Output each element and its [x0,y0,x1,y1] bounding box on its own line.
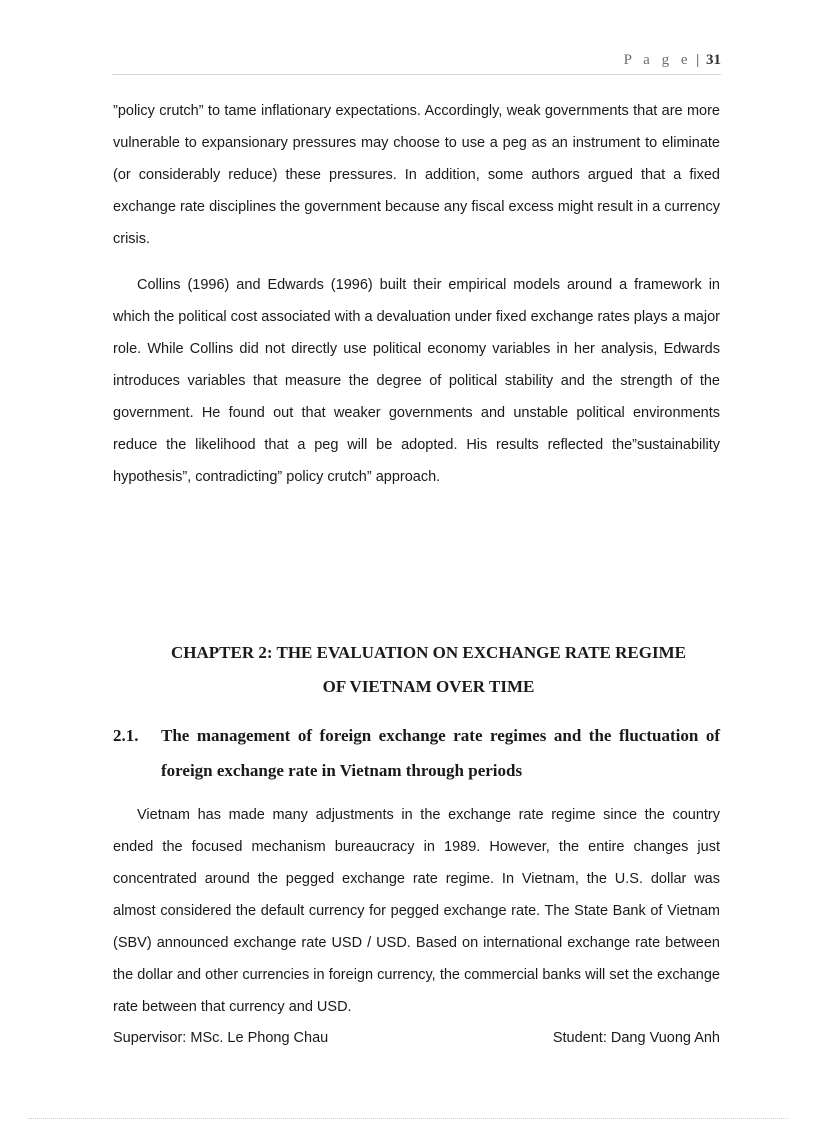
chapter-heading-line-2: OF VIETNAM OVER TIME [322,677,535,696]
page-number-block [624,52,721,69]
page-separator: | [696,52,700,68]
paragraph-collins-edwards: Collins (1996) and Edwards (1996) built their empirical models around a framework in which the political cost associated with a devaluation under fixed exchange rates plays a major role. While Collins did not directly use political economy variables in her analysis, Edwards introduces variables that measure the degree of political stability and the strength of the government. He found out that weaker governments and unstable political environments reduce the likelihood that a peg will be adopted. His results reflected the”sustainability hypothesis”, contradicting” policy crutch” approach. [113,277,720,485]
footer-supervisor: Supervisor: MSc. Le Phong Chau [113,1030,329,1046]
section-number: 2.1. [113,726,139,745]
footer-student: Student: Dang Vuong Anh [552,1030,720,1046]
page-label: P a g e [623,52,692,68]
chapter-heading-line-1: CHAPTER 2: THE EVALUATION ON EXCHANGE RATE REGIME [171,643,686,662]
section-title: The management of foreign exchange rate regimes and the fluctuation of foreign exchange rate in Vietnam through periods [161,726,720,780]
page-footer [113,1030,720,1046]
chapter-heading [113,636,720,704]
page-number: 31 [706,52,721,68]
page-bottom-divider [28,1118,788,1119]
paragraph-vietnam-adjustments: Vietnam has made many adjustments in the exchange rate regime since the country ended the focused mechanism bureaucracy in 1989. However, the entire changes just concentrated around the pegged exchange rate regime. In Vietnam, the U.S. dollar was almost considered the default currency for pegged exchange rate. The State Bank of Vietnam (SBV) announced exchange rate USD / USD. Based on international exchange rate between the dollar and other currencies in foreign currency, the commercial banks will set the exchange rate between that currency and USD. [113,807,720,1015]
page-header [112,52,721,75]
paragraph-policy-crutch: ”policy crutch” to tame inflationary expectations. Accordingly, weak governments that are more vulnerable to expansionary pressures may choose to use a peg as an instrument to eliminate (or considerably reduce) these pressures. In addition, some authors argued that a fixed exchange rate disciplines the government because any fiscal excess might result in a currency crisis. [113,103,720,247]
section-heading [113,718,720,788]
